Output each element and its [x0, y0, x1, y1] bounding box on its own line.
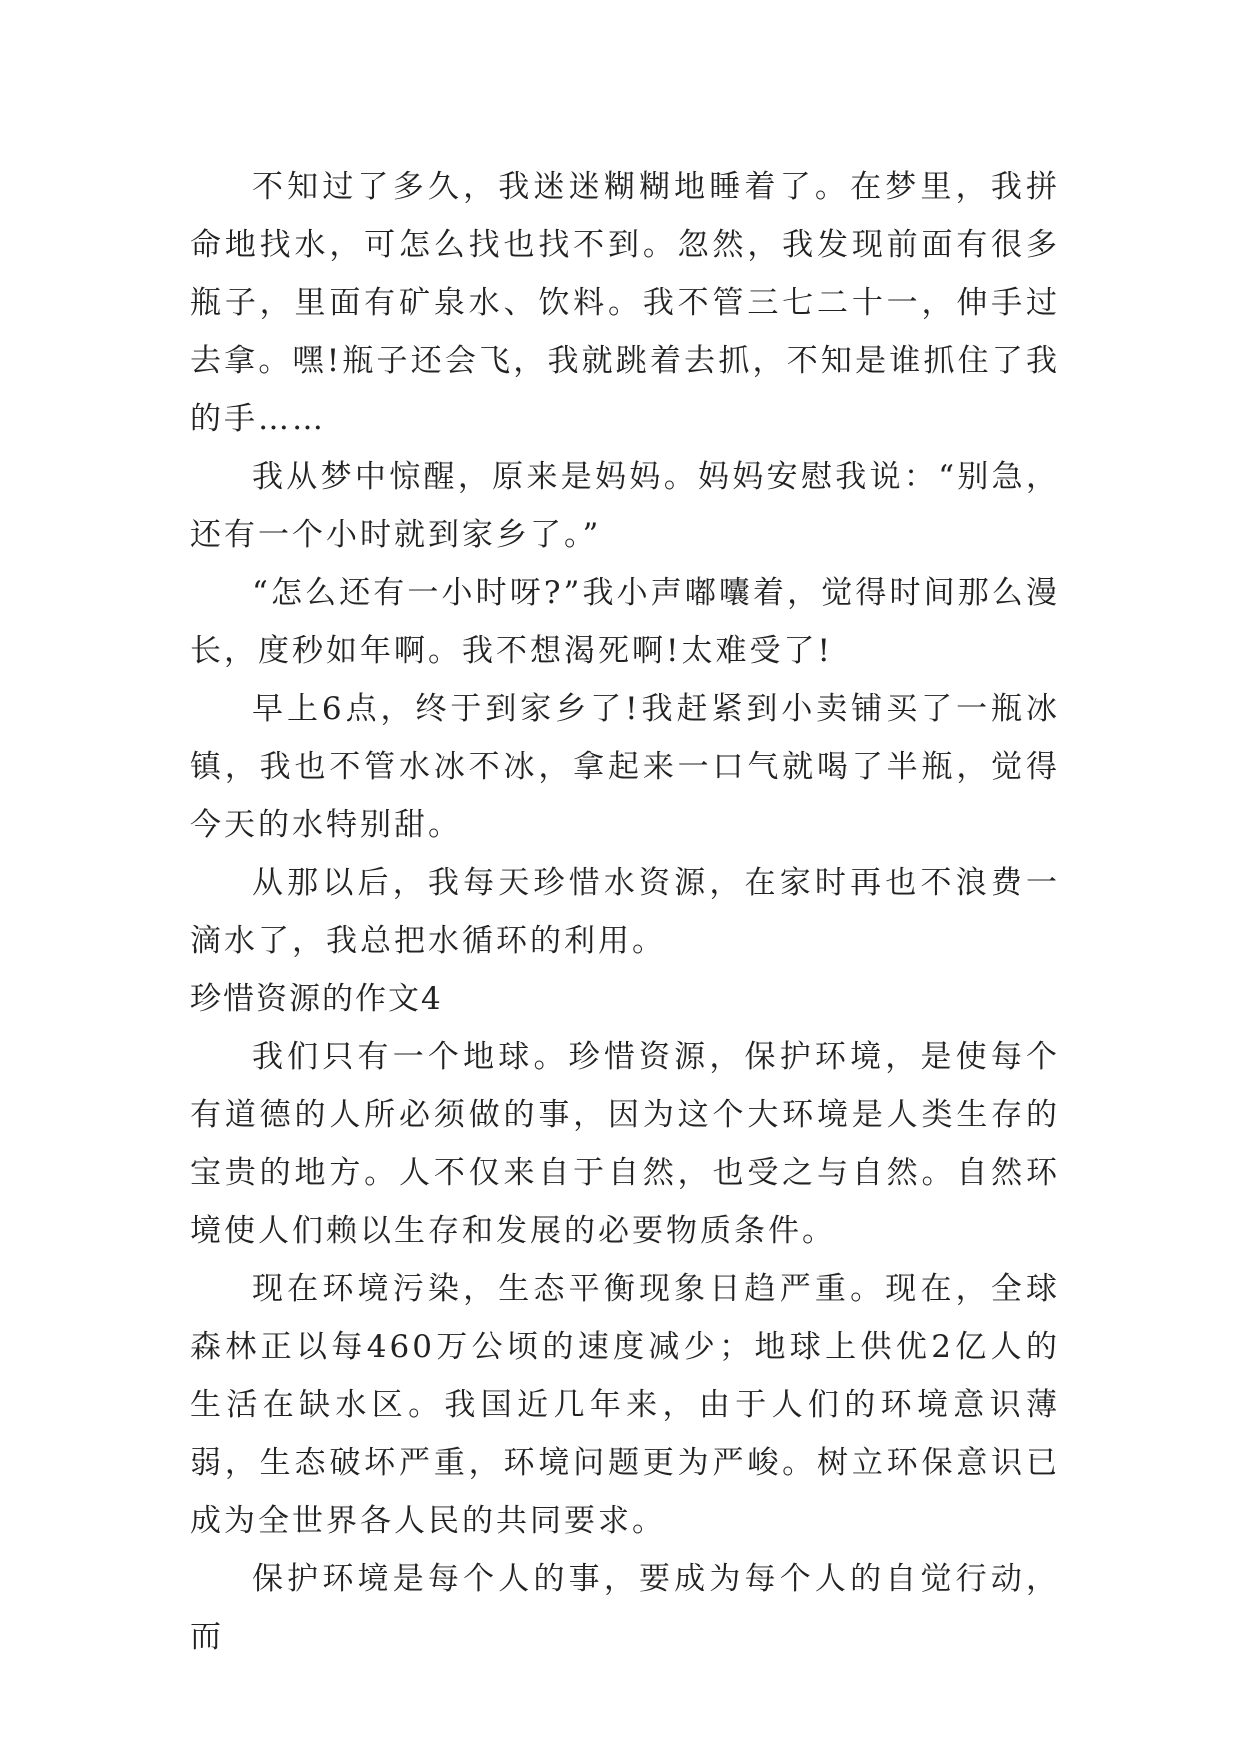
paragraph-one-earth: 我们只有一个地球。珍惜资源，保护环境，是使每个有道德的人所必须做的事，因为这个大环境是人类生存的宝贵的地方。人不仅来自于自然，也受之与自然。自然环境使人们赖以生存和发展的必要物质条件。 [190, 1039, 1060, 1249]
paragraph-conclusion: 从那以后，我每天珍惜水资源，在家时再也不浪费一滴水了，我总把水循环的利用。 [190, 865, 1060, 959]
paragraph-protect: 保护环境是每个人的事，要成为每个人的自觉行动，而 [190, 1561, 1060, 1655]
paragraph-arrival: 早上6点，终于到家乡了!我赶紧到小卖铺买了一瓶冰镇，我也不管水冰不冰，拿起来一口气就喝了半瓶，觉得今天的水特别甜。 [190, 691, 1060, 843]
paragraph-wake-up: 我从梦中惊醒，原来是妈妈。妈妈安慰我说：“别急，还有一个小时就到家乡了。” [190, 459, 1060, 553]
section-title: 珍惜资源的作文4 [190, 981, 443, 1017]
paragraph-pollution: 现在环境污染，生态平衡现象日趋严重。现在，全球森林正以每460万公顷的速度减少；地球上供优2亿人的生活在缺水区。我国近几年来，由于人们的环境意识薄弱，生态破坏严重，环境问题更为严峻。树立环保意识已成为全世界各人民的共同要求。 [190, 1271, 1060, 1539]
document-body [190, 158, 1060, 1666]
paragraph-dream: 不知过了多久，我迷迷糊糊地睡着了。在梦里，我拼命地找水，可怎么找也找不到。忽然，我发现前面有很多瓶子，里面有矿泉水、饮料。我不管三七二十一，伸手过去拿。嘿!瓶子还会飞，我就跳着去抓，不知是谁抓住了我的手…… [190, 169, 1060, 437]
paragraph-one-hour: “怎么还有一小时呀?”我小声嘟囔着，觉得时间那么漫长，度秒如年啊。我不想渴死啊!太难受了! [190, 575, 1060, 669]
